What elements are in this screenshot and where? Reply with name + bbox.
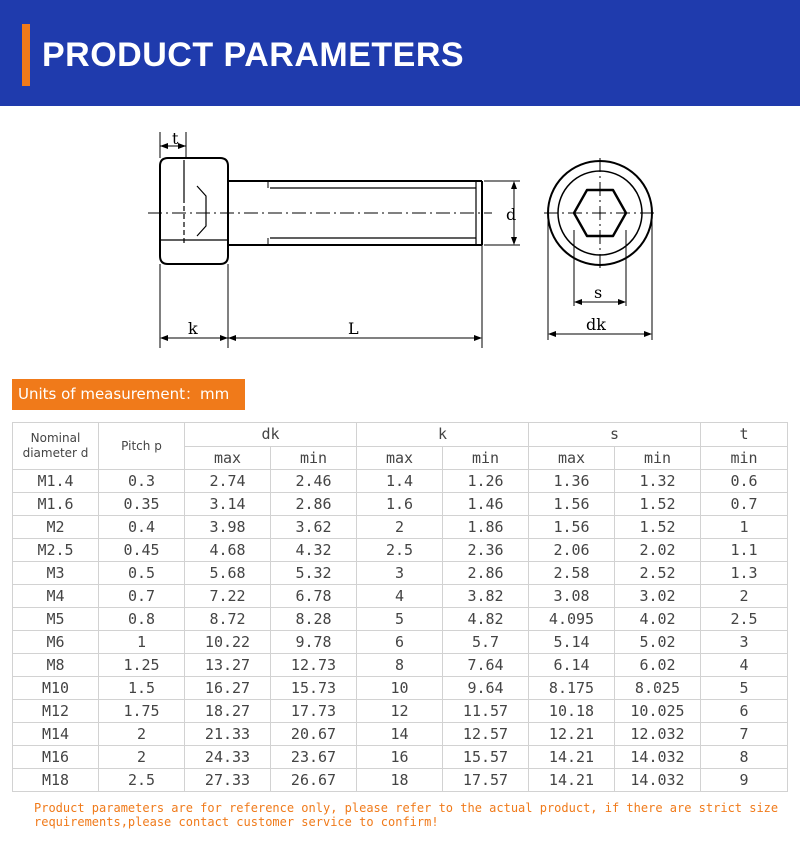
screw-head-side-view xyxy=(160,158,228,264)
table-row xyxy=(13,585,788,608)
header-s: s xyxy=(529,423,701,447)
table-cell: 5.02 xyxy=(615,631,701,654)
table-cell: M6 xyxy=(13,631,99,654)
table-cell: 2.5 xyxy=(99,769,185,792)
table-cell: 9 xyxy=(701,769,788,792)
table-cell: 4.32 xyxy=(271,539,357,562)
table-cell: 2 xyxy=(99,746,185,769)
table-cell: 2.36 xyxy=(443,539,529,562)
label-t: t xyxy=(172,129,179,148)
table-header-row xyxy=(13,423,788,447)
table-cell: 1.32 xyxy=(615,470,701,493)
table-cell: 8.72 xyxy=(185,608,271,631)
table-cell: 10.22 xyxy=(185,631,271,654)
table-cell: 11.57 xyxy=(443,700,529,723)
screw-head-end-view xyxy=(544,158,656,268)
table-cell: 8.025 xyxy=(615,677,701,700)
table-body xyxy=(13,470,788,792)
table-cell: 5.14 xyxy=(529,631,615,654)
footnote-line1: Product parameters are for reference only, please refer to the actual product, if there are strict size xyxy=(34,801,779,815)
table-cell: M10 xyxy=(13,677,99,700)
table-cell: 6 xyxy=(357,631,443,654)
table-cell: 3 xyxy=(701,631,788,654)
table-cell: 4.095 xyxy=(529,608,615,631)
table-cell: 12 xyxy=(357,700,443,723)
table-cell: 1.1 xyxy=(701,539,788,562)
table-cell: M2.5 xyxy=(13,539,99,562)
header-k: k xyxy=(357,423,529,447)
header-pitch: Pitch p xyxy=(99,423,185,470)
table-cell: 1 xyxy=(701,516,788,539)
header-nominal-line1: Nominal xyxy=(30,431,81,445)
footnote-line2: requirements,please contact customer service to confirm! xyxy=(34,815,439,829)
table-cell: 12.57 xyxy=(443,723,529,746)
table-cell: 23.67 xyxy=(271,746,357,769)
table-cell: M16 xyxy=(13,746,99,769)
table-cell: 0.5 xyxy=(99,562,185,585)
table-cell: 21.33 xyxy=(185,723,271,746)
table-cell: M18 xyxy=(13,769,99,792)
table-cell: 4 xyxy=(701,654,788,677)
table-row xyxy=(13,493,788,516)
table-cell: 24.33 xyxy=(185,746,271,769)
table-cell: 4 xyxy=(357,585,443,608)
screw-technical-drawing xyxy=(0,120,800,360)
table-row xyxy=(13,470,788,493)
table-cell: 7 xyxy=(701,723,788,746)
table-cell: 10.18 xyxy=(529,700,615,723)
table-cell: 12.73 xyxy=(271,654,357,677)
parameters-table xyxy=(12,422,788,792)
table-cell: 4.82 xyxy=(443,608,529,631)
table-cell: 2.52 xyxy=(615,562,701,585)
table-cell: 2.58 xyxy=(529,562,615,585)
table-row xyxy=(13,608,788,631)
table-cell: 0.45 xyxy=(99,539,185,562)
table-cell: 2.74 xyxy=(185,470,271,493)
table-cell: M12 xyxy=(13,700,99,723)
table-cell: 5.32 xyxy=(271,562,357,585)
table-cell: 8.175 xyxy=(529,677,615,700)
table-cell: 10.025 xyxy=(615,700,701,723)
table-cell: 8 xyxy=(357,654,443,677)
table-cell: 2.46 xyxy=(271,470,357,493)
table-cell: 20.67 xyxy=(271,723,357,746)
table-cell: 7.22 xyxy=(185,585,271,608)
table-cell: 1.4 xyxy=(357,470,443,493)
table-cell: M4 xyxy=(13,585,99,608)
subheader-t-min: min xyxy=(701,446,788,470)
table-cell: 3.08 xyxy=(529,585,615,608)
table-cell: 10 xyxy=(357,677,443,700)
table-cell: 1.26 xyxy=(443,470,529,493)
table-cell: 5 xyxy=(701,677,788,700)
subheader-s-min: min xyxy=(615,446,701,470)
table-cell: 18.27 xyxy=(185,700,271,723)
table-cell: 2 xyxy=(357,516,443,539)
table-cell: 1.36 xyxy=(529,470,615,493)
table-row xyxy=(13,769,788,792)
header-nominal-diameter xyxy=(13,423,99,470)
table-cell: 3.62 xyxy=(271,516,357,539)
table-row xyxy=(13,700,788,723)
table-cell: M3 xyxy=(13,562,99,585)
table-cell: 2 xyxy=(701,585,788,608)
page-title: PRODUCT PARAMETERS xyxy=(42,36,465,74)
table-cell: 6 xyxy=(701,700,788,723)
table-cell: 0.4 xyxy=(99,516,185,539)
table-row xyxy=(13,746,788,769)
table-cell: 8 xyxy=(701,746,788,769)
table-cell: 2.06 xyxy=(529,539,615,562)
table-cell: 1.6 xyxy=(357,493,443,516)
table-cell: 1.25 xyxy=(99,654,185,677)
units-label: Units of measurement：mm xyxy=(12,379,245,410)
table-row xyxy=(13,516,788,539)
header-t: t xyxy=(701,423,788,447)
subheader-k-max: max xyxy=(357,446,443,470)
table-cell: 1.5 xyxy=(99,677,185,700)
table-cell: 12.21 xyxy=(529,723,615,746)
table-cell: 5.68 xyxy=(185,562,271,585)
table-cell: M8 xyxy=(13,654,99,677)
footnote xyxy=(34,801,784,829)
table-cell: 1.75 xyxy=(99,700,185,723)
table-cell: 5.7 xyxy=(443,631,529,654)
table-cell: 27.33 xyxy=(185,769,271,792)
table-cell: 18 xyxy=(357,769,443,792)
table-cell: 3.14 xyxy=(185,493,271,516)
table-cell: 6.14 xyxy=(529,654,615,677)
table-cell: 2.86 xyxy=(271,493,357,516)
table-cell: 17.73 xyxy=(271,700,357,723)
table-cell: 17.57 xyxy=(443,769,529,792)
table-cell: 6.02 xyxy=(615,654,701,677)
table-cell: 15.57 xyxy=(443,746,529,769)
table-cell: 16.27 xyxy=(185,677,271,700)
table-cell: 14.21 xyxy=(529,746,615,769)
table-cell: 0.7 xyxy=(701,493,788,516)
table-cell: 12.032 xyxy=(615,723,701,746)
table-cell: 13.27 xyxy=(185,654,271,677)
table-cell: 5 xyxy=(357,608,443,631)
table-cell: 0.6 xyxy=(701,470,788,493)
table-cell: 2.5 xyxy=(357,539,443,562)
table-cell: M1.6 xyxy=(13,493,99,516)
table-row xyxy=(13,677,788,700)
table-cell: 2 xyxy=(99,723,185,746)
table-row xyxy=(13,654,788,677)
label-k: k xyxy=(188,319,198,338)
label-s: s xyxy=(594,283,603,302)
header-nominal-line2: diameter d xyxy=(22,446,89,460)
table-cell: 14.032 xyxy=(615,746,701,769)
table-cell: M2 xyxy=(13,516,99,539)
table-cell: 9.78 xyxy=(271,631,357,654)
table-cell: 1.86 xyxy=(443,516,529,539)
table-cell: 1.56 xyxy=(529,516,615,539)
table-cell: 9.64 xyxy=(443,677,529,700)
label-dk: dk xyxy=(586,315,606,334)
table-cell: 4.02 xyxy=(615,608,701,631)
table-row xyxy=(13,562,788,585)
table-cell: 0.35 xyxy=(99,493,185,516)
subheader-s-max: max xyxy=(529,446,615,470)
table-cell: 1.46 xyxy=(443,493,529,516)
table-cell: 15.73 xyxy=(271,677,357,700)
table-cell: 1.56 xyxy=(529,493,615,516)
table-cell: 7.64 xyxy=(443,654,529,677)
table-cell: M14 xyxy=(13,723,99,746)
label-d: d xyxy=(506,205,517,224)
subheader-k-min: min xyxy=(443,446,529,470)
label-L: L xyxy=(348,319,359,338)
table-cell: 1.52 xyxy=(615,516,701,539)
accent-bar xyxy=(22,24,30,86)
table-cell: 2.02 xyxy=(615,539,701,562)
table-cell: 4.68 xyxy=(185,539,271,562)
header-banner xyxy=(0,0,800,106)
table-cell: 2.86 xyxy=(443,562,529,585)
table-cell: 14.21 xyxy=(529,769,615,792)
table-cell: M1.4 xyxy=(13,470,99,493)
table-cell: 3.98 xyxy=(185,516,271,539)
table-cell: M5 xyxy=(13,608,99,631)
table-row xyxy=(13,631,788,654)
table-row xyxy=(13,723,788,746)
subheader-dk-max: max xyxy=(185,446,271,470)
table-cell: 6.78 xyxy=(271,585,357,608)
table-cell: 1.3 xyxy=(701,562,788,585)
table-cell: 0.3 xyxy=(99,470,185,493)
table-cell: 0.7 xyxy=(99,585,185,608)
table-cell: 16 xyxy=(357,746,443,769)
table-cell: 1.52 xyxy=(615,493,701,516)
table-cell: 3.02 xyxy=(615,585,701,608)
table-cell: 3 xyxy=(357,562,443,585)
table-cell: 1 xyxy=(99,631,185,654)
table-cell: 3.82 xyxy=(443,585,529,608)
table-cell: 26.67 xyxy=(271,769,357,792)
table-row xyxy=(13,539,788,562)
header-dk: dk xyxy=(185,423,357,447)
table-cell: 2.5 xyxy=(701,608,788,631)
table-cell: 8.28 xyxy=(271,608,357,631)
table-cell: 14 xyxy=(357,723,443,746)
table-cell: 14.032 xyxy=(615,769,701,792)
table-cell: 0.8 xyxy=(99,608,185,631)
subheader-dk-min: min xyxy=(271,446,357,470)
